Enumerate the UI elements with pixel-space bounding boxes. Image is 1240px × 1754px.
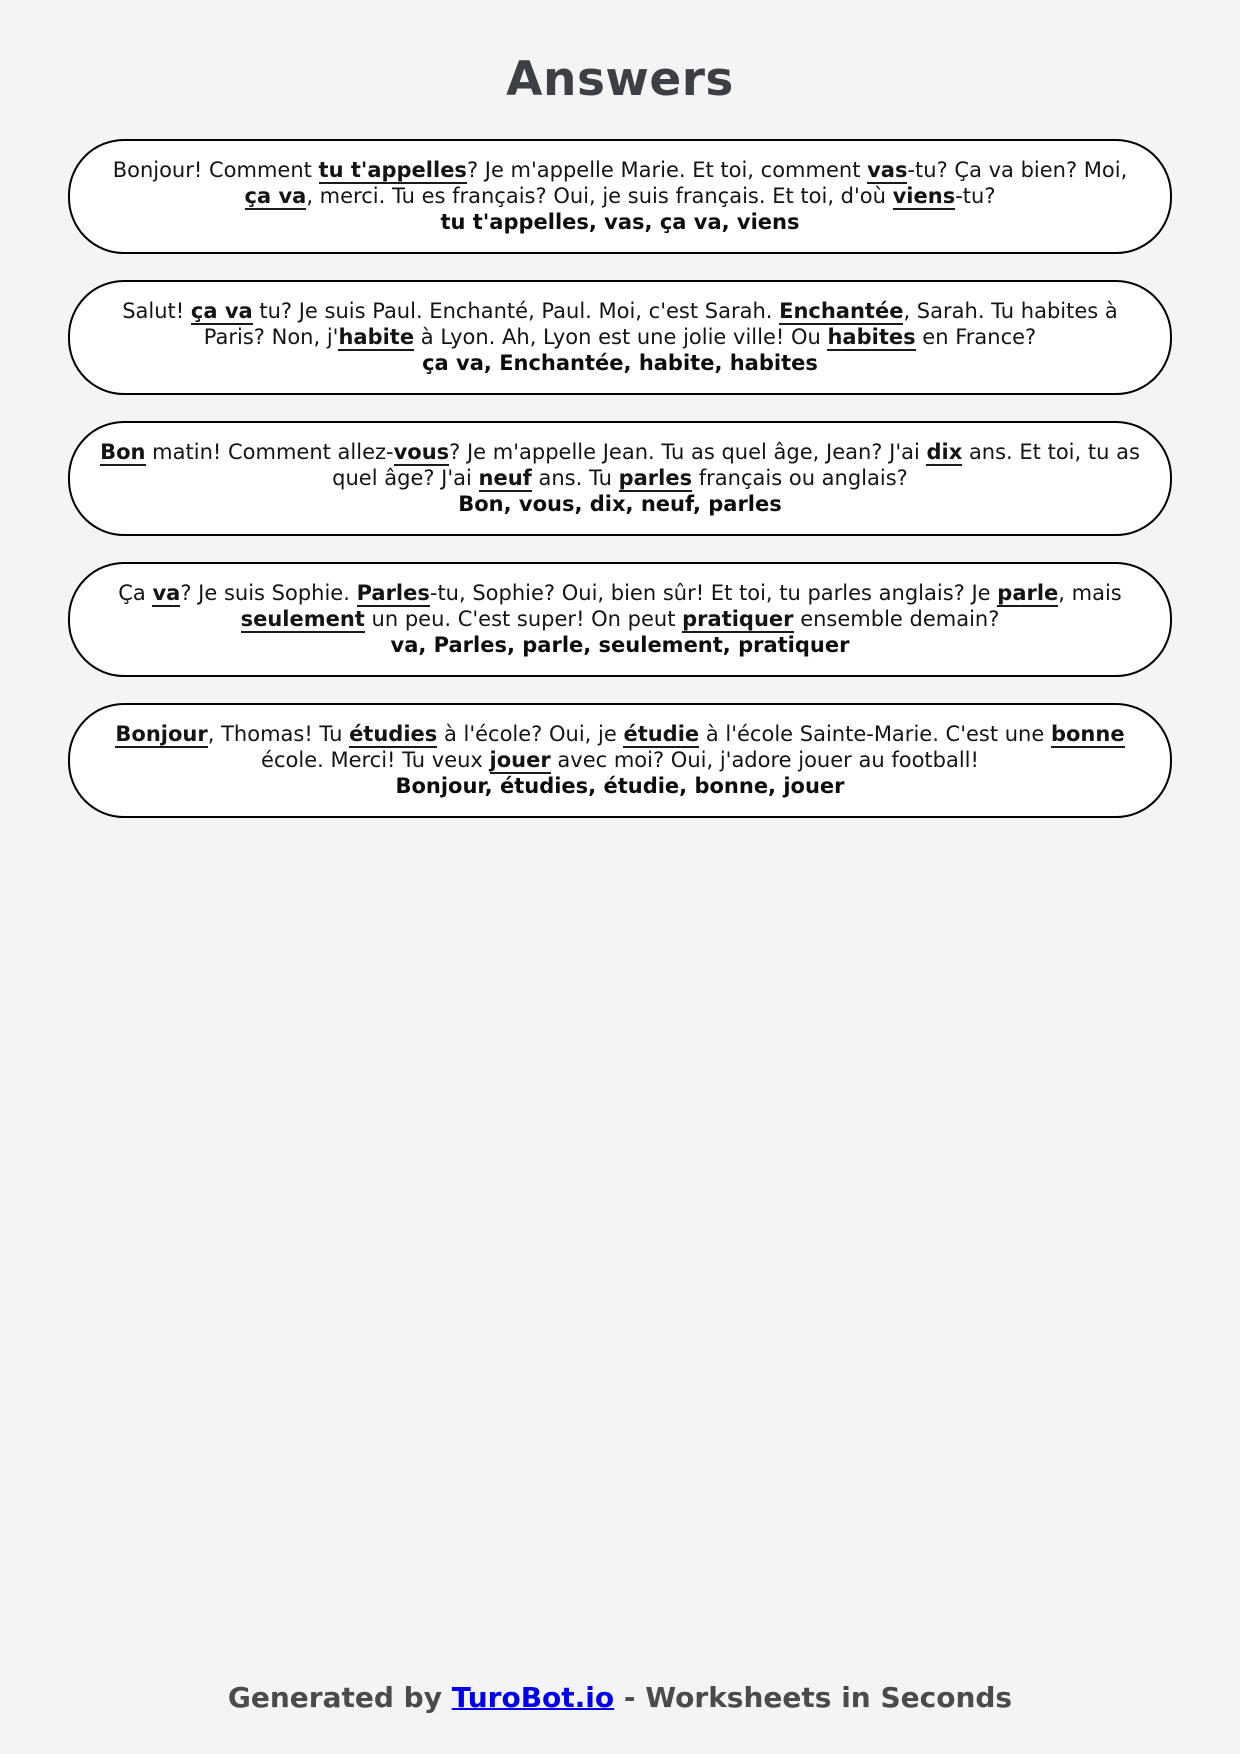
footer-credit (0, 1681, 1240, 1714)
filled-blank-word: viens (892, 184, 956, 208)
filled-blank-word: pratiquer (682, 607, 794, 631)
passage-segment: à l'école Sainte-Marie. C'est une (699, 722, 1051, 746)
passage-segment: français ou anglais? (692, 466, 908, 490)
passage-segment: -tu? Ça va bien? Moi, (907, 158, 1128, 182)
passage-segment: ? Je suis Sophie. (180, 581, 357, 605)
answer-list: ça va, Enchantée, habite, habites (422, 351, 818, 375)
filled-blank-word: Bon (100, 440, 146, 464)
filled-blank-word: Bonjour (115, 722, 208, 746)
answer-list: tu t'appelles, vas, ça va, viens (440, 210, 800, 234)
filled-blank-word: habites (827, 325, 916, 349)
passage-segment: à l'école? Oui, je (437, 722, 624, 746)
filled-blank-word: habite (338, 325, 415, 349)
filled-blank-word: bonne (1050, 722, 1125, 746)
answer-list: Bonjour, étudies, étudie, bonne, jouer (395, 774, 845, 798)
answer-box (68, 139, 1172, 254)
passage-segment: avec moi? Oui, j'adore jouer au football! (550, 748, 979, 772)
passage-segment: , Sarah. Tu habites à Paris? Non, j' (203, 299, 1118, 349)
passage-segment: un peu. C'est super! On peut (364, 607, 683, 631)
passage-text (100, 580, 1140, 632)
filled-blank-word: parles (618, 466, 693, 490)
answer-list: va, Parles, parle, seulement, pratiquer (390, 633, 850, 657)
answer-box (68, 421, 1172, 536)
filled-blank-word: va (152, 581, 181, 605)
passage-segment: ? Je m'appelle Jean. Tu as quel âge, Jean? J'ai (449, 440, 927, 464)
turobot-link[interactable]: TuroBot.io (451, 1681, 615, 1714)
passage-segment: Bonjour! Comment (112, 158, 319, 182)
answer-box (68, 703, 1172, 818)
passage-text (100, 298, 1140, 350)
passage-segment: , Thomas! Tu (207, 722, 350, 746)
filled-blank-word: étudies (349, 722, 438, 746)
answer-boxes-list (68, 139, 1172, 818)
filled-blank-word: étudie (623, 722, 700, 746)
footer-suffix-text: - Worksheets in Seconds (614, 1681, 1013, 1714)
passage-segment: ensemble demain? (793, 607, 1000, 631)
page-title: Answers (506, 52, 734, 107)
passage-segment: ans. Tu (531, 466, 619, 490)
answer-box (68, 562, 1172, 677)
filled-blank-word: parle (997, 581, 1059, 605)
passage-segment: en France? (915, 325, 1037, 349)
filled-blank-word: seulement (240, 607, 365, 631)
answer-list: Bon, vous, dix, neuf, parles (458, 492, 782, 516)
passage-text (100, 721, 1140, 773)
filled-blank-word: Parles (356, 581, 430, 605)
filled-blank-word: ça va (244, 184, 307, 208)
passage-segment: école. Merci! Tu veux (261, 748, 490, 772)
passage-text (100, 157, 1140, 209)
passage-segment: ? Je m'appelle Marie. Et toi, comment (466, 158, 868, 182)
passage-segment: Ça (118, 581, 153, 605)
filled-blank-word: jouer (489, 748, 551, 772)
answer-box (68, 280, 1172, 395)
footer-prefix-text: Generated by (227, 1681, 452, 1714)
passage-segment: à Lyon. Ah, Lyon est une jolie ville! Ou (414, 325, 828, 349)
passage-segment: matin! Comment allez- (145, 440, 394, 464)
passage-segment: Salut! (122, 299, 191, 323)
passage-segment: , merci. Tu es français? Oui, je suis français. Et toi, d'où (306, 184, 893, 208)
passage-text (100, 439, 1140, 491)
filled-blank-word: tu t'appelles (318, 158, 467, 182)
filled-blank-word: vas (867, 158, 908, 182)
passage-segment: , mais (1058, 581, 1122, 605)
filled-blank-word: ça va (190, 299, 253, 323)
passage-segment: ans. Et toi, tu as quel âge? J'ai (332, 440, 1140, 490)
filled-blank-word: dix (926, 440, 963, 464)
passage-segment: -tu? (955, 184, 996, 208)
passage-segment: -tu, Sophie? Oui, bien sûr! Et toi, tu parles anglais? Je (429, 581, 998, 605)
filled-blank-word: neuf (478, 466, 532, 490)
passage-segment: tu? Je suis Paul. Enchanté, Paul. Moi, c'est Sarah. (252, 299, 780, 323)
filled-blank-word: Enchantée (779, 299, 904, 323)
filled-blank-word: vous (393, 440, 450, 464)
